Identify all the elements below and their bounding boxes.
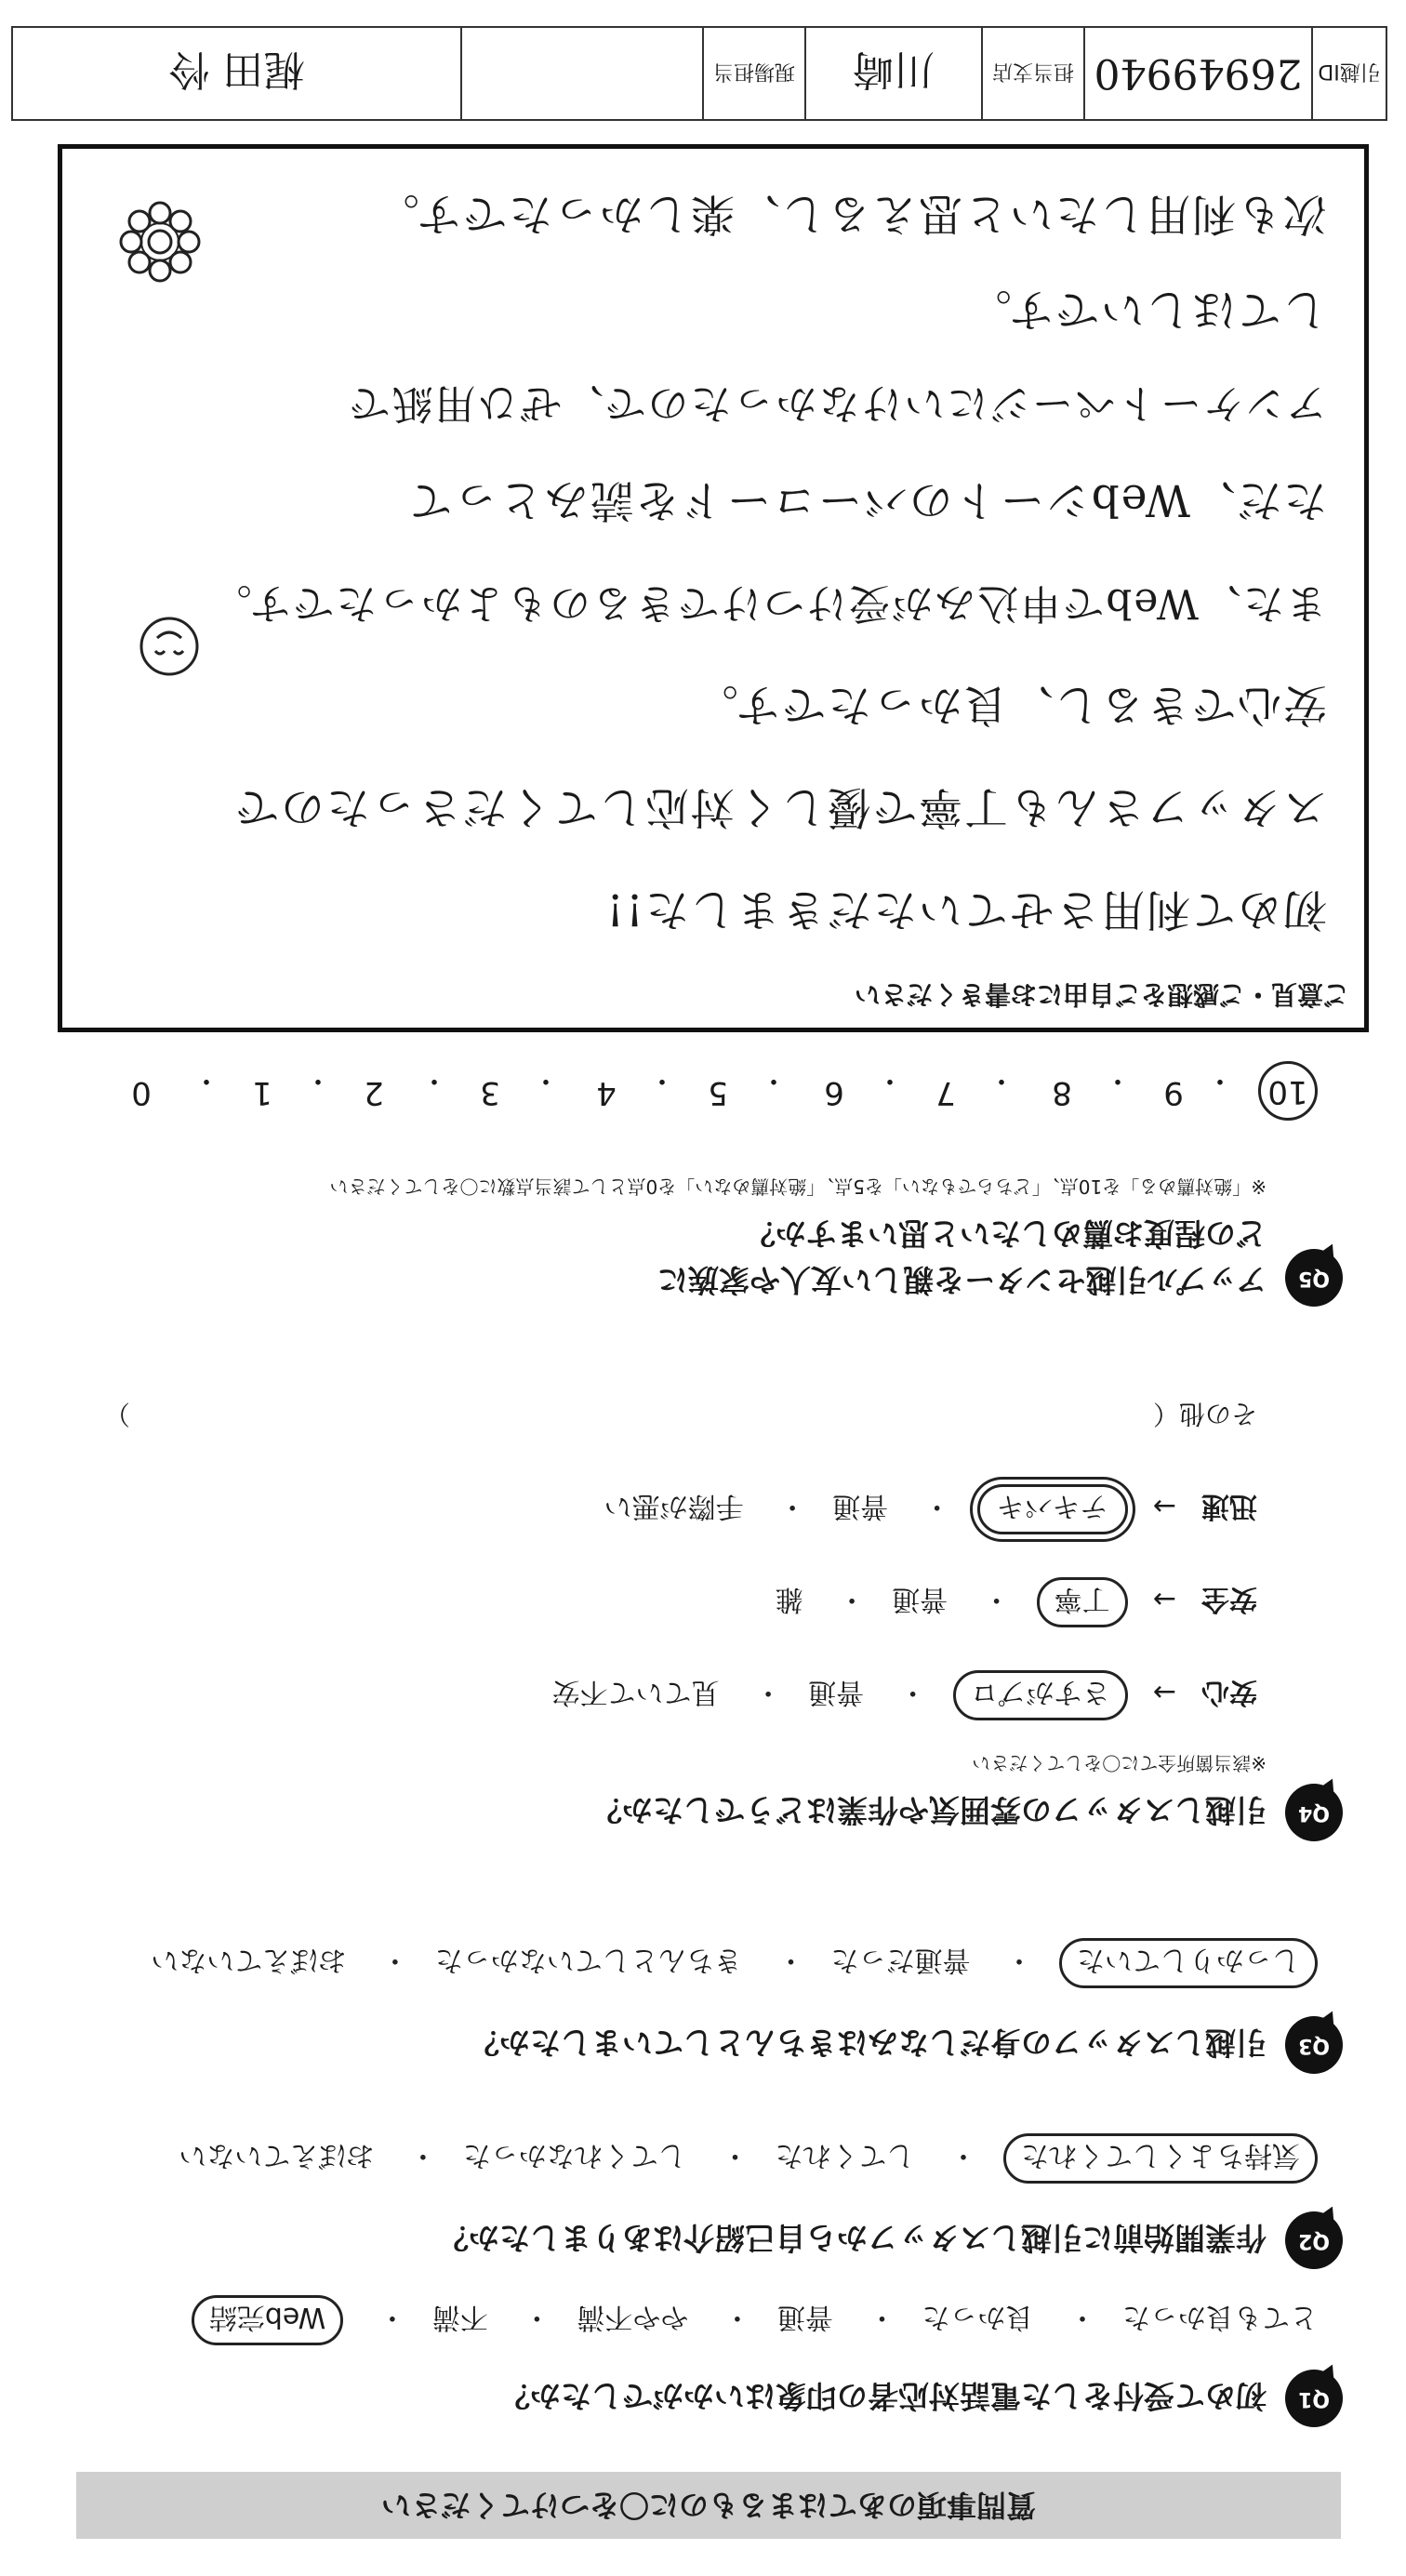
q1-options: とても良かった・ 良かった・ 普通・ やや不満・ 不満・ Web完結	[166, 2295, 1318, 2345]
comment-line: してほしいです。	[965, 284, 1327, 335]
q4-other-close: ）	[104, 1399, 131, 1429]
comment-line: 次も利用したいと思えるし、楽しかったです。	[373, 188, 1327, 239]
q2-option[interactable]: してくれなかった	[462, 2139, 686, 2171]
q1-option[interactable]: とても良かった	[1122, 2301, 1318, 2333]
scale-separator: ・	[760, 1064, 788, 1096]
q1-option-selected[interactable]: Web完結	[192, 2295, 343, 2345]
scale-option[interactable]: 3	[480, 1074, 500, 1111]
scale-option[interactable]: 6	[824, 1074, 844, 1111]
q1-option[interactable]: 良かった	[922, 2301, 1034, 2333]
scale-option-selected[interactable]: 10	[1258, 1061, 1318, 1121]
footer-signature: 梶田 怜	[168, 46, 305, 93]
q5-scale	[90, 1056, 1318, 1111]
q4-row-jinsoku: 迅速 → テキパキ・ 普通・ 手際が悪い	[578, 1484, 1257, 1534]
comment-line: アンケートページにいけなかったので、ぜひ用紙で	[347, 379, 1327, 427]
q2-option[interactable]: おぼえていない	[179, 2139, 375, 2171]
arrow-right-icon: →	[1152, 1676, 1176, 1708]
comment-line: スタッフさんも丁寧で優しく対応してくださったので	[233, 781, 1327, 832]
q4-option-selected[interactable]: さすがプロ	[953, 1670, 1128, 1720]
scale-separator: ・	[648, 1064, 676, 1096]
q3-option[interactable]: おぼえていない	[151, 1944, 347, 1976]
q3-option[interactable]: 普通だった	[830, 1944, 971, 1976]
q3-option[interactable]: きちんとしていなかった	[434, 1944, 742, 1976]
scale-option[interactable]: 2	[364, 1074, 384, 1111]
scale-separator: ・	[876, 1064, 904, 1096]
footer-id-value: 26949940	[1083, 28, 1311, 119]
q4-badge-icon: Q4	[1285, 1784, 1343, 1841]
q2-badge-icon: Q2	[1285, 2211, 1343, 2269]
page-title: 質問事項のあてはまるものに〇をつけてください	[381, 2488, 1037, 2523]
header-banner	[76, 2472, 1341, 2539]
q2-options: 気持ちよくしてくれた・ してくれた・ してくれなかった・ おぼえていない	[153, 2133, 1318, 2184]
smiley-face-icon	[137, 614, 202, 679]
q4-other-label: その他（	[1152, 1399, 1257, 1429]
q1-option[interactable]: やや不満	[577, 2301, 689, 2333]
q1-badge-icon: Q1	[1285, 2370, 1343, 2427]
q4-option[interactable]: 普通	[892, 1583, 948, 1615]
comment-box[interactable]	[58, 144, 1369, 1032]
q4-other-row	[104, 1397, 1257, 1434]
scale-option[interactable]: 1	[252, 1074, 272, 1111]
scale-separator: ・	[1104, 1064, 1132, 1096]
comment-line: 安心できるし、良かったです。	[692, 679, 1327, 730]
flower-doodle-icon	[118, 200, 202, 284]
footer-staff-label: 現場担当	[702, 28, 804, 119]
q5-note: ※「絶対薦める」を10点、「どちらでもない」を5点、「絶対薦めない」を0点として該当点数に〇をしてください	[329, 1175, 1267, 1198]
scale-separator: ・	[420, 1064, 448, 1096]
footer-id-label: 引越ID	[1311, 28, 1386, 119]
footer-branch-value: 川崎	[804, 28, 981, 119]
q3-question: 引越しスタッフの身だしなみはきちんとしていましたか？	[469, 2025, 1267, 2061]
comment-line: 初めて利用させていただきました!!	[604, 883, 1327, 935]
q4-row-label: 安心	[1201, 1676, 1257, 1708]
q4-option[interactable]: 普通	[808, 1676, 865, 1708]
scale-separator: ・	[988, 1064, 1015, 1096]
scale-option[interactable]: 4	[596, 1074, 617, 1111]
scale-option[interactable]: 0	[131, 1074, 152, 1111]
scale-option[interactable]: 5	[708, 1074, 728, 1111]
scale-option[interactable]: 9	[1163, 1074, 1184, 1111]
q4-option[interactable]: 手際が悪い	[604, 1490, 744, 1522]
q2-option-selected[interactable]: 気持ちよくしてくれた	[1003, 2133, 1318, 2184]
scale-option[interactable]: 7	[935, 1074, 956, 1111]
q4-option-selected[interactable]: 丁寧	[1037, 1577, 1128, 1627]
footer-table	[11, 26, 1387, 121]
scale-separator: ・	[304, 1064, 332, 1096]
q5-badge-icon: Q5	[1285, 1249, 1343, 1307]
q4-question: 引越しスタッフの雰囲気や作業はどうでしたか？	[591, 1792, 1267, 1828]
q3-options: しっかりしていた・ 普通だった・ きちんとしていなかった・ おぼえていない	[125, 1938, 1318, 1988]
q4-option-selected[interactable]: テキパキ	[977, 1484, 1128, 1534]
q5-question-line1: アップル引越センターを親しい友人や家族に	[657, 1262, 1267, 1298]
scale-separator: ・	[1206, 1064, 1234, 1096]
q5-question-line2: どの程度お薦めしたいと思いますか？	[745, 1215, 1267, 1252]
comment-line: ただ、Webシートのバーコードを読みとって	[406, 474, 1327, 525]
q1-question: 初めて受付をした電話対応者の印象はいかがでしたか？	[499, 2378, 1267, 2414]
q4-row-anzen: 安全 → 丁寧・ 普通・ 雑	[749, 1577, 1257, 1627]
q2-question: 作業開始前に引越しスタッフから自己紹介はありましたか？	[438, 2220, 1267, 2256]
footer-staff-value	[460, 28, 702, 119]
q4-row-label: 安全	[1201, 1583, 1257, 1615]
q4-option[interactable]: 見ていて不安	[551, 1676, 720, 1708]
q3-badge-icon: Q3	[1285, 2016, 1343, 2074]
footer-branch-label: 担当支店	[981, 28, 1083, 119]
q2-option[interactable]: してくれた	[775, 2139, 915, 2171]
q1-option[interactable]: 不満	[431, 2301, 488, 2333]
comment-line: また、Webで申込みが受けつけできるのもよかったです。	[208, 579, 1327, 627]
q3-option-selected[interactable]: しっかりしていた	[1059, 1938, 1318, 1988]
comment-title: ご意見・ご感想をご自由にお書きください	[854, 979, 1349, 1010]
arrow-right-icon: →	[1152, 1583, 1176, 1615]
q4-row-label: 迅速	[1201, 1490, 1257, 1522]
q1-option[interactable]: 普通	[776, 2301, 833, 2333]
q4-note: ※該当箇所全てに〇をしてください	[972, 1752, 1267, 1774]
q4-option[interactable]: 普通	[832, 1490, 889, 1522]
scale-option[interactable]: 8	[1052, 1074, 1072, 1111]
scale-separator: ・	[532, 1064, 560, 1096]
q4-option[interactable]: 雑	[775, 1583, 803, 1615]
scale-separator: ・	[192, 1064, 220, 1096]
q4-row-anshin: 安心 → さすがプロ・ 普通・ 見ていて不安	[526, 1670, 1257, 1720]
arrow-right-icon: →	[1152, 1490, 1176, 1522]
